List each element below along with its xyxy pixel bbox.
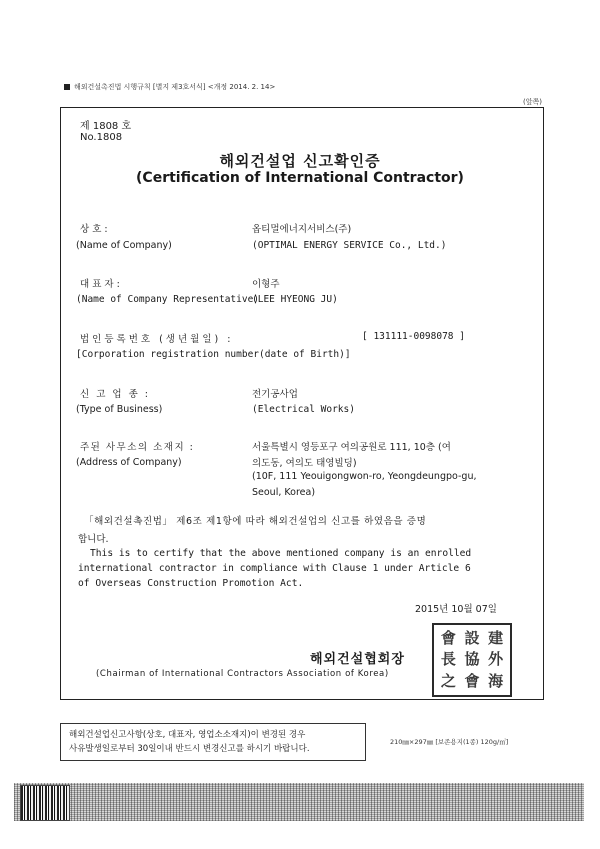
certificate-title-en: (Certification of International Contractor) xyxy=(136,170,464,186)
address-en-line2: Seoul, Korea) xyxy=(252,487,316,498)
certificate-number-ko: 제 1808 호 xyxy=(80,121,132,132)
seal-glyph: 會 xyxy=(440,628,456,647)
issuer-name-en: (Chairman of International Contractors Association of Korea) xyxy=(96,669,389,679)
paper-spec: 210㎜×297㎜ [보존용지(1종) 120g/㎡] xyxy=(390,738,509,746)
change-notice-box xyxy=(60,723,366,761)
statement-ko-line1: 「해외건설촉진법」 제6조 제1항에 따라 해외건설업의 신고를 하였음을 증명 xyxy=(84,516,427,527)
corp-reg-label-en: [Corporation registration number(date of Birth)] xyxy=(76,349,351,360)
representative-value-ko: 이형주 xyxy=(252,279,280,290)
company-label-en: (Name of Company) xyxy=(76,240,172,251)
issuer-name-ko: 해외건설협회장 xyxy=(310,652,405,667)
notice-line-1: 해외건설업신고사항(상호, 대표자, 영업소소재지)이 변경된 경우 xyxy=(69,730,306,740)
seal-glyph: 之 xyxy=(440,672,456,691)
official-seal xyxy=(432,623,512,697)
seal-glyph: 會 xyxy=(464,672,480,691)
seal-glyph: 海 xyxy=(488,672,504,691)
representative-value-en: (LEE HYEONG JU) xyxy=(252,294,338,305)
form-reference-line xyxy=(64,82,275,92)
representative-label-en: (Name of Company Representative) xyxy=(76,294,260,305)
business-type-label-en: (Type of Business) xyxy=(76,404,163,415)
notice-line-2: 사유발생일로부터 30일이내 반드시 변경신고를 하시기 바랍니다. xyxy=(69,744,310,754)
page-side-label: (앞쪽) xyxy=(523,98,542,106)
company-value-en: (OPTIMAL ENERGY SERVICE Co., Ltd.) xyxy=(252,240,447,251)
address-en-line1: (10F, 111 Yeouigongwon-ro, Yeongdeungpo-gu, xyxy=(252,471,477,482)
square-bullet-icon xyxy=(64,84,70,90)
form-reference-text: 해외건설촉진법 시행규칙 [별지 제3호서식] <개정 2014. 2. 14> xyxy=(74,83,276,91)
address-ko-line1: 서울특별시 영등포구 여의공원로 111, 10층 (여 xyxy=(252,442,451,453)
business-type-label-ko: 신 고 업 종 : xyxy=(80,389,150,400)
business-type-value-en: (Electrical Works) xyxy=(252,404,355,415)
address-label-ko: 주된 사무소의 소재지 : xyxy=(80,442,195,453)
corp-reg-label-ko: 법인등록번호 (생년월일) : xyxy=(80,334,234,345)
statement-en-line1: This is to certify that the above mentioned company is an enrolled xyxy=(90,548,472,559)
business-type-value-ko: 전기공사업 xyxy=(252,389,298,400)
corp-reg-value: [ 131111-0098078 ] xyxy=(362,331,465,342)
seal-glyph: 外 xyxy=(488,650,504,669)
seal-glyph: 長 xyxy=(440,650,456,669)
seal-glyph: 設 xyxy=(464,628,480,647)
seal-glyph: 建 xyxy=(488,628,504,647)
security-code-icon xyxy=(20,785,70,821)
representative-label-ko: 대 표 자 : xyxy=(80,279,120,290)
company-label-ko: 상 호 : xyxy=(80,224,108,235)
security-pattern-strip xyxy=(14,783,584,821)
statement-en-line2: international contractor in compliance with Clause 1 under Article 6 xyxy=(78,563,471,574)
seal-glyph: 協 xyxy=(464,650,480,669)
certificate-title-ko: 해외건설업 신고확인증 xyxy=(219,152,381,170)
company-value-ko: 옵티멀에너지서비스(주) xyxy=(252,224,352,235)
issue-date: 2015년 10월 07일 xyxy=(415,604,497,615)
address-ko-line2: 의도동, 여의도 태영빌딩) xyxy=(252,458,357,469)
statement-en-line3: of Overseas Construction Promotion Act. xyxy=(78,578,304,589)
statement-ko-line2: 합니다. xyxy=(78,534,109,545)
certificate-number-en: No.1808 xyxy=(80,132,123,143)
address-label-en: (Address of Company) xyxy=(76,457,182,468)
